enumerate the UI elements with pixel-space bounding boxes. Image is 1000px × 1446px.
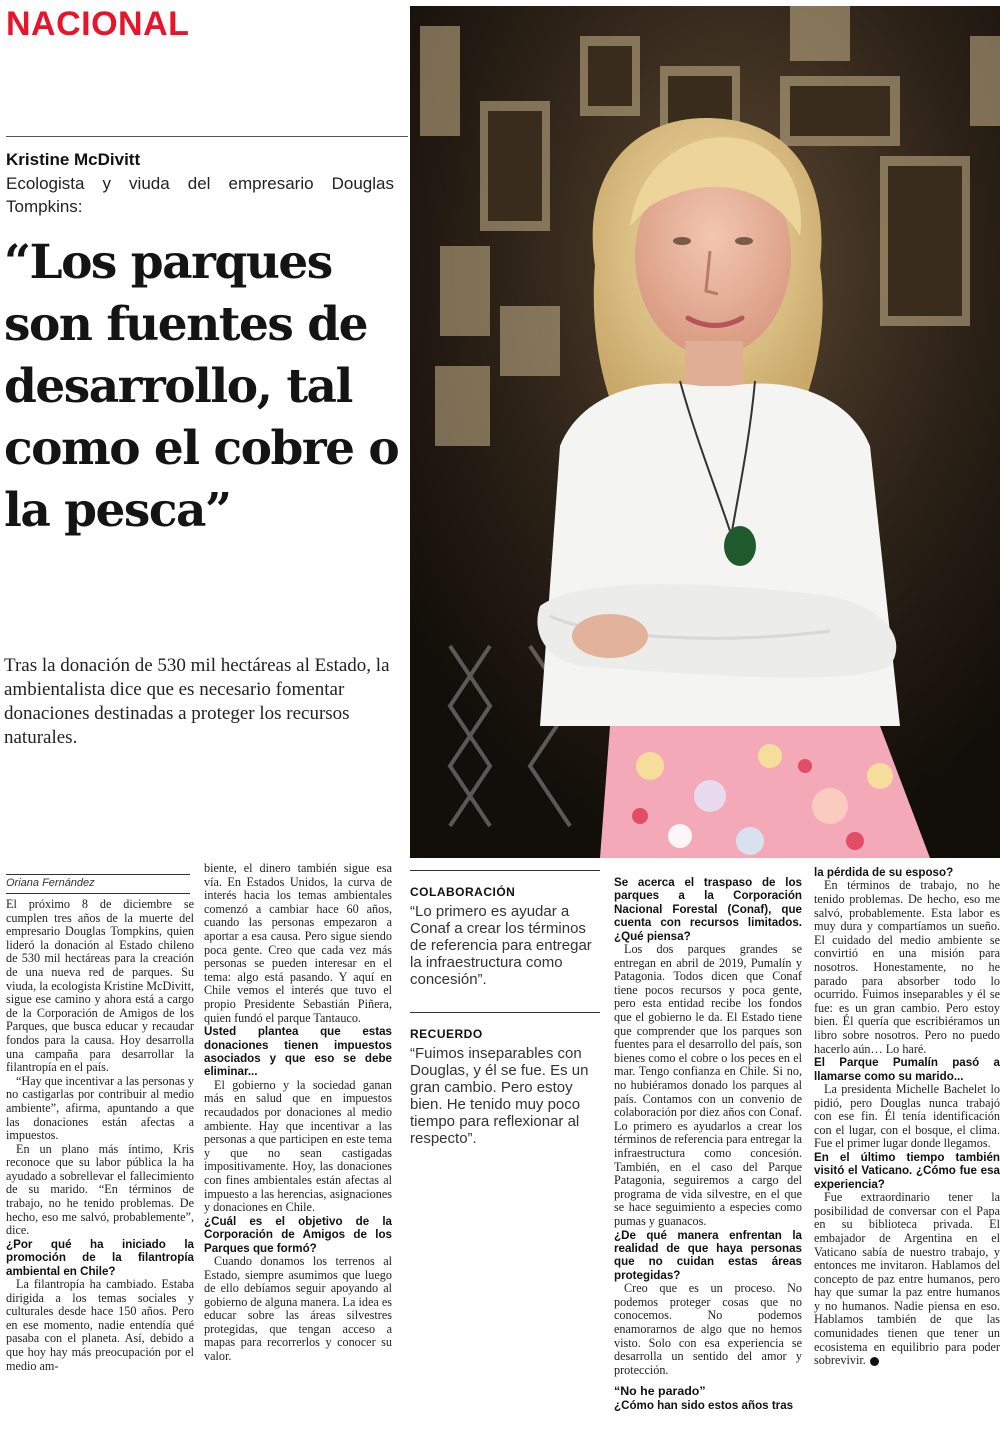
paragraph: En un plano más íntimo, Kris reconoce que su labor pública la ha ayudado a sobrellevar el fallecimiento de su marido. “En términos de trabajo, no he tenido problemas. De hecho, eso me salvó, probablemente”, dice. [6, 1141, 194, 1238]
deck: Tras la donación de 530 mil hectáreas al Estado, la ambientalista dice que es necesario fomentar donaciones destinadas a proteger los recursos naturales. [4, 655, 390, 748]
headline: “Los parques son fuentes de desarrollo, tal como el cobre o la pesca” [4, 235, 399, 538]
sidebar-quote-colaboracion: “Lo primero es ayudar a Conaf a crear los términos de referencia para entregar la infraestructura como concesión”. [410, 903, 592, 988]
question: ¿Por qué ha iniciado la promoción de la filantropía ambiental en Chile? [6, 1237, 194, 1278]
question: En el último tiempo también visitó el Vaticano. ¿Cómo fue esa experiencia? [814, 1150, 1000, 1191]
column-5 [814, 866, 1000, 1368]
sidebar-rule [410, 870, 600, 871]
top-rule [6, 136, 408, 137]
portrait-photo [410, 6, 1000, 858]
paragraph: El gobierno y la sociedad ganan más en salud que en impuestos recaudados por donaciones al medio ambiente. Hay que incentivar a las personas a que participen en este tema y que no sean castigadas impositivamente. Hoy, las donaciones con fines ambientales están afectas al impuesto a las herencias, asignaciones y donaciones en Chile. [204, 1077, 392, 1215]
byline-rule-bottom [6, 893, 190, 894]
column-4 [614, 876, 802, 1412]
paragraph: El próximo 8 de diciembre se cumplen tres años de la muerte del empresario Douglas Tompkins, quien lideró la donación al Estado chileno de 530 mil hectáreas para la creación de una nueva red de parques. Su viuda, la ecologista Kristine McDivitt, sigue ese camino y ahora está a cargo de la Corporación de Amigos de los Parques, que busca educar y recaudar fondos para la causa. Hoy desarrolla una campaña para desarrollar la filantropía en el país. [6, 897, 194, 1075]
portrait-illustration [410, 6, 1000, 858]
sidebar-title-colaboracion: COLABORACIÓN [410, 885, 516, 899]
paragraph: “Hay que incentivar a las personas y no castigarlas por contribuir al medio ambiente”, afirma, apuntando a que las donaciones están afectas a impuestos. [6, 1073, 195, 1143]
paragraph: La presidenta Michelle Bachelet lo pidió, pero Douglas nunca trabajó con ese fin. Él tenía identificación con el lugar, con el bosque, el clima. Fue el primer lugar donde llegamos. [814, 1081, 1000, 1151]
paragraph: En términos de trabajo, no he tenido problemas. De hecho, eso me salvó, probablemente. Esta labor es muy dura y compartíamos un sueño. El cuidado del medio ambiente se convirtió en una misión para nosotros. Honestamente, no he parado para absorber todo lo ocurrido. Fuimos inseparables y él se fue: es un gran cambio. Pero estoy bien. Él quería que escribiéramos un libro sobre nosotros. Pero no puedo hacerlo aún… Lo haré. [814, 878, 1000, 1056]
sidebar-rule [410, 1012, 600, 1013]
section-tag: NACIONAL [6, 5, 190, 43]
question: Se acerca el traspaso de los parques a la Corporación Nacional Forestal (Conaf), que cuenta con recursos limitados. ¿Qué piensa? [614, 876, 802, 943]
paragraph: Cuando donamos los terrenos al Estado, siempre asumimos que luego de ello debíamos seguir apoyando al gobierno de alguna manera. La idea es educar sobre las áreas silvestres protegidas, que tengan acceso a mapas para recorrerlos y conocer su valor. [204, 1253, 392, 1364]
paragraph-text: Fue extraordinario tener la posibilidad de conversar con el Papa en su biblioteca privada. El embajador de Argentina en el Vaticano sabía de nuestro trabajo, y entonces me invitaron. Hablamos del concepto de paz entre humanos, pero hay que sumar la paz entre humanos y no humanos. Nadie piensa en eso. Hablamos también de que las comunidades tienen que tener un ecosistema en equilibrio para poder sobrevivir. [814, 1190, 1000, 1368]
question: ¿Cómo han sido estos años tras [614, 1398, 794, 1412]
question: ¿Cuál es el objetivo de la Corporación de Amigos de los Parques que formó? [204, 1214, 392, 1255]
kicker-description: Ecologista y viuda del empresario Douglas Tompkins: [6, 174, 394, 216]
column-2 [204, 862, 392, 1364]
subheading: “No he parado” [614, 1384, 706, 1399]
sidebar-title-recuerdo: RECUERDO [410, 1027, 483, 1041]
paragraph: Los dos parques grandes se entregan en abril de 2019, Pumalín y Patagonia. Todos dicen que Conaf tiene pocos recursos y poca gente, pero esta entidad recibe los fondos que el gobierno le da. El Estado tiene que comprender que los parques son fuentes para el desarrollo del país, son bienes como el cobre o los peces en el mar. Tengo confianza en Chile. Si no, no hubiéramos donado los parques al país. Contamos con un convenio de colaboración por diez años con Conaf. Lo primero es ayudarlos a crear los términos de referencia para entregar la infraestructura como concesión. También, en el caso del Parque Patagonia, seguiremos a cargo del programa de vida silvestre, en el que se hace seguimiento a especies como pumas y guanacos. [614, 942, 802, 1228]
paragraph: biente, el dinero también sigue esa vía. En Estados Unidos, la curva de interés hacia los temas ambientales comenzó a cambiar hace 60 años, cuando las personas empezaron a aportar a esa causa. Pero sigue siendo poca gente. Creo que cada vez más personas se pueden interesar en el tema: algo está pasando. Y aquí en Chile vemos el interés que tuvo el propio Presidente Sebastián Piñera, quien fundó el parque Tantauco. [204, 861, 392, 1025]
question: ¿De qué manera enfrentan la realidad de que haya personas que no cuidan estas áreas protegidas? [614, 1228, 802, 1282]
end-mark-icon [870, 1357, 879, 1366]
byline: Oriana Fernández [6, 877, 95, 889]
byline-rule [6, 874, 190, 875]
paragraph [814, 1191, 1000, 1368]
paragraph: Creo que es un proceso. No podemos proteger cosas que no conocemos. No podemos enamorarnos de algo que no hemos visto. Solo con esa experiencia se desarrolla un sentido del amor y protección. [614, 1281, 802, 1377]
sidebar-quotes [410, 870, 600, 1147]
paragraph: La filantropía ha cambiado. Estaba dirigida a los temas sociales y culturales desde hace 150 años. Pero en ese momento, nadie entendía qué pasaba con el planeta. Así, debido a que hoy hay más preocupación por el medio am- [6, 1277, 194, 1373]
sidebar-quote-recuerdo: “Fuimos inseparables con Douglas, y él se fue. Es un gran cambio. Pero estoy bien. He tenido muy poco tiempo para reflexionar al respecto”. [410, 1045, 589, 1147]
question: Usted plantea que estas donaciones tienen impuestos asociados y que eso se debe eliminar... [204, 1025, 392, 1079]
column-1 [6, 898, 194, 1373]
question: El Parque Pumalín pasó a llamarse como su marido... [814, 1056, 1000, 1083]
kicker-name: Kristine McDivitt [6, 150, 141, 169]
question: la pérdida de su esposo? [814, 866, 954, 879]
